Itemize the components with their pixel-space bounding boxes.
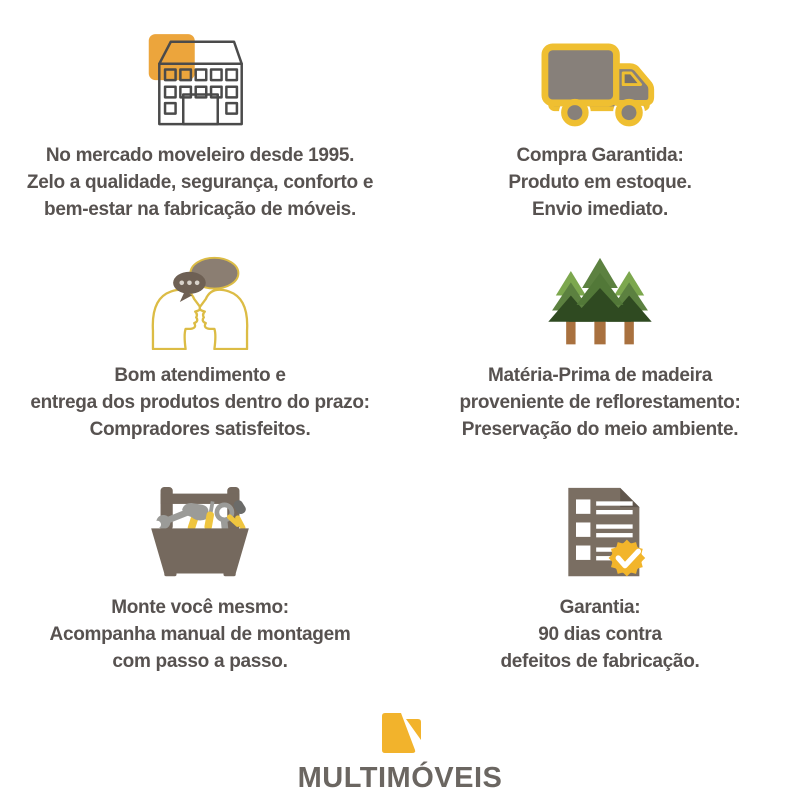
caption-line: Zelo a qualidade, segurança, conforto e	[26, 172, 374, 193]
caption-line: bem-estar na fabricação de móveis.	[44, 199, 356, 220]
feature-caption	[50, 594, 351, 675]
feature-caption	[27, 142, 373, 223]
caption-line: defeitos de fabricação.	[500, 651, 700, 672]
caption-line: Produto em estoque.	[508, 172, 692, 193]
feature-shipping	[400, 28, 800, 248]
caption-line: Matéria-Prima de madeira	[487, 365, 713, 386]
caption-line: Compra Garantida:	[516, 145, 684, 166]
conversation-icon	[146, 254, 254, 350]
caption-line: entrega dos produtos dentro do prazo:	[30, 392, 370, 413]
brand-name: MULTIMÓVEIS	[297, 762, 503, 794]
caption-line: Bom atendimento e	[114, 365, 286, 386]
feature-assembly	[0, 468, 400, 688]
caption-line: com passo a passo.	[112, 651, 288, 672]
toolbox-icon	[138, 486, 262, 582]
building-icon	[143, 34, 258, 130]
feature-history	[0, 28, 400, 248]
feature-warranty	[400, 468, 800, 688]
truck-icon	[539, 34, 661, 130]
feature-caption	[30, 362, 369, 443]
caption-line: proveniente de reflorestamento:	[459, 392, 741, 413]
feature-service	[0, 248, 400, 468]
caption-line: Acompanha manual de montagem	[49, 624, 351, 645]
feature-materials	[400, 248, 800, 468]
certificate-check-icon	[547, 486, 653, 582]
brand-footer	[0, 688, 800, 795]
caption-line: Monte você mesmo:	[111, 597, 289, 618]
caption-line: Envio imediato.	[532, 199, 668, 220]
caption-line: 90 dias contra	[538, 624, 662, 645]
feature-caption	[459, 362, 740, 443]
feature-caption	[508, 142, 691, 223]
caption-line: Garantia:	[559, 597, 641, 618]
feature-caption	[500, 594, 699, 675]
caption-line: Compradores satisfeitos.	[89, 419, 311, 440]
caption-line: Preservação do meio ambiente.	[461, 419, 739, 440]
caption-line: No mercado moveleiro desde 1995.	[45, 145, 355, 166]
pine-trees-icon	[542, 254, 658, 350]
multimoveis-logo-mark	[375, 710, 425, 759]
